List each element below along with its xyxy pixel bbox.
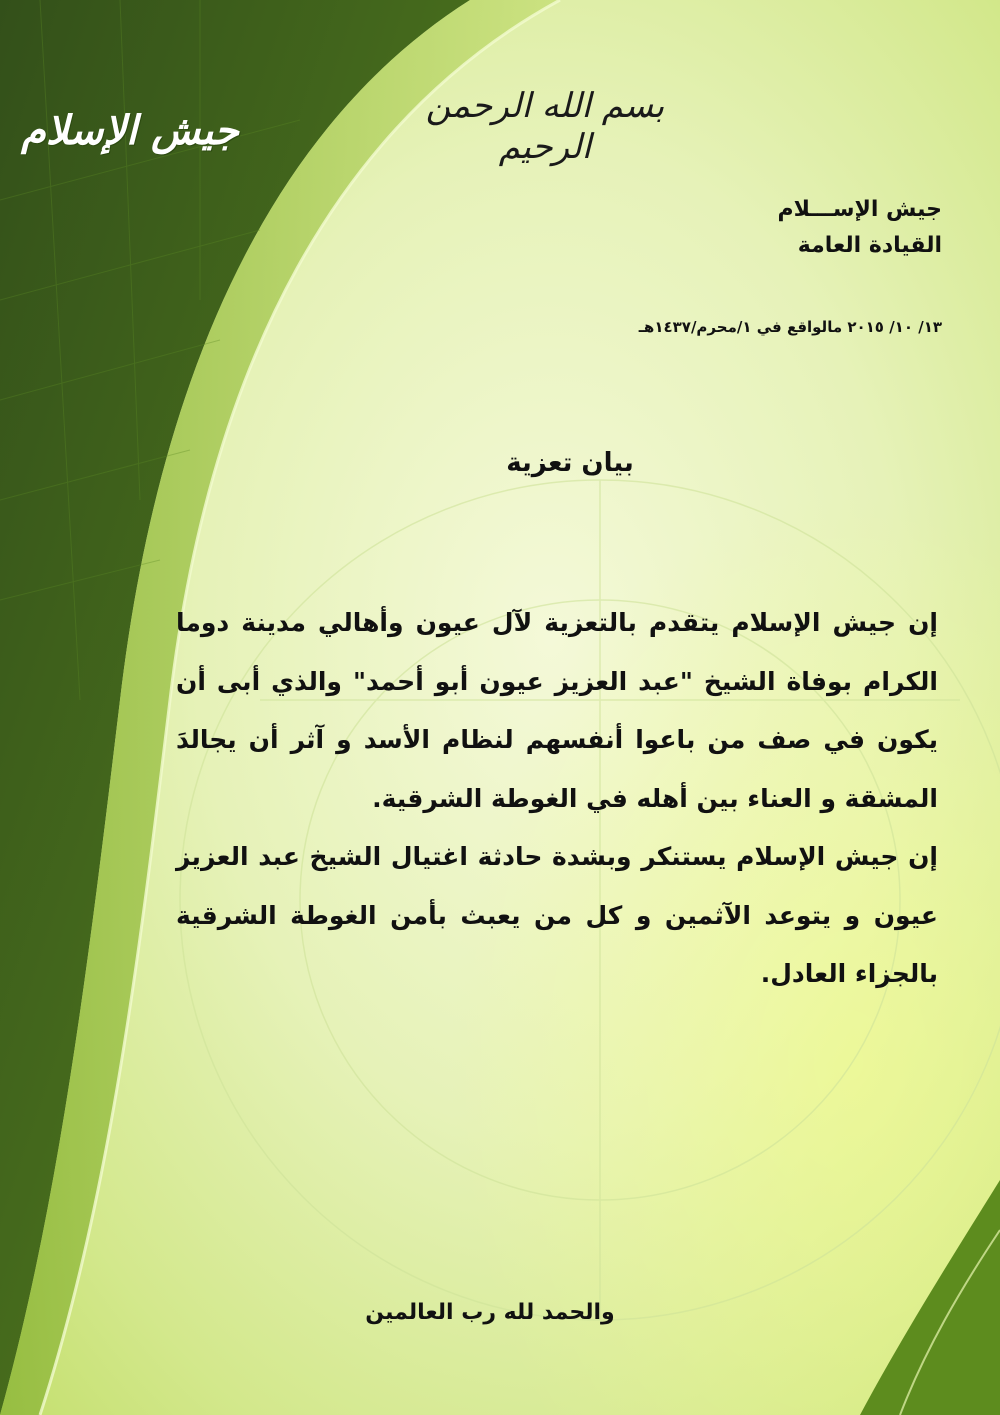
body-paragraph-2: إن جيش الإسلام يستنكر وبشدة حادثة اغتيال الشيخ عبد العزيز عيون و يتوعد الآثمين و كل من يعبث بأمن الغوطة الشرقية بالجزاء العادل. bbox=[176, 842, 938, 988]
basmala-calligraphy: بسم الله الرحمن الرحيم bbox=[425, 86, 665, 167]
org-logo bbox=[14, 98, 246, 178]
date-line: ١٣/ ١٠/ ٢٠١٥ مالواقع في ١/محرم/١٤٣٧هـ bbox=[638, 318, 942, 336]
department-name: القيادة العامة bbox=[797, 233, 942, 258]
logo-text: جيش الإسلام bbox=[21, 108, 239, 154]
closing-line: والحمد لله رب العالمين bbox=[365, 1300, 615, 1325]
statement-title: بيان تعزية bbox=[506, 448, 634, 478]
letterhead bbox=[777, 192, 942, 264]
org-name: جيش الإســـلام bbox=[777, 197, 942, 222]
statement-body bbox=[176, 594, 938, 1004]
body-paragraph-1: إن جيش الإسلام يتقدم بالتعزية لآل عيون وأهالي مدينة دوما الكرام بوفاة الشيخ "عبد العزيز عيون أبو أحمد" والذي أبى أن يكون في صف من باعوا أنفسهم لنظام الأسد و آثر أن يجالدَ المشقة و العناء بين أهله في الغوطة الشرقية. bbox=[176, 608, 938, 813]
